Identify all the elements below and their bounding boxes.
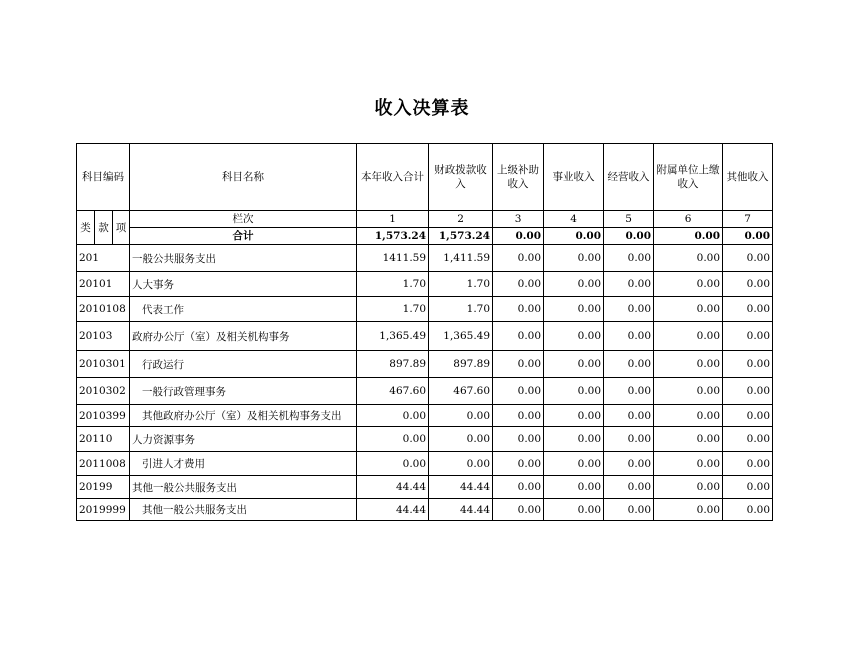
total-value: 0.00 [723,228,773,245]
row-value: 0.00 [493,452,544,476]
total-label: 合计 [130,228,357,245]
row-code: 20110 [77,427,130,452]
table-row [77,245,773,272]
row-value: 0.00 [654,351,723,378]
total-value: 0.00 [604,228,654,245]
column-number-row [77,211,773,228]
sub-header-lanci: 栏次 [130,211,357,228]
row-value: 0.00 [429,452,493,476]
row-value: 0.00 [544,322,604,351]
header-col-3: 上级补助收入 [493,144,544,211]
row-value: 1,411.59 [429,245,493,272]
row-code: 2011008 [77,452,130,476]
row-value: 0.00 [723,476,773,499]
row-value: 0.00 [654,499,723,521]
row-value: 0.00 [493,499,544,521]
row-value: 0.00 [723,405,773,427]
row-name: 其他一般公共服务支出 [130,499,357,521]
table-row [77,378,773,405]
row-value: 0.00 [723,351,773,378]
row-value: 0.00 [654,378,723,405]
row-value: 0.00 [723,272,773,297]
total-value: 1,573.24 [357,228,429,245]
header-col-6: 附属单位上缴收入 [654,144,723,211]
row-value: 0.00 [654,297,723,322]
row-value: 0.00 [357,427,429,452]
row-value: 0.00 [723,499,773,521]
row-name: 其他一般公共服务支出 [130,476,357,499]
row-name: 引进人才费用 [130,452,357,476]
table-row [77,297,773,322]
row-value: 0.00 [544,245,604,272]
row-value: 0.00 [544,476,604,499]
row-value: 0.00 [723,452,773,476]
table-row [77,351,773,378]
row-value: 0.00 [723,322,773,351]
row-value: 0.00 [357,452,429,476]
row-name: 一般公共服务支出 [130,245,357,272]
row-value: 897.89 [429,351,493,378]
row-value: 1.70 [357,297,429,322]
col-number: 2 [429,211,493,228]
row-value: 0.00 [357,405,429,427]
header-col-4: 事业收入 [544,144,604,211]
row-value: 1.70 [429,297,493,322]
row-value: 0.00 [604,405,654,427]
row-value: 44.44 [429,499,493,521]
row-code: 2010108 [77,297,130,322]
row-value: 0.00 [544,272,604,297]
row-value: 0.00 [654,272,723,297]
row-value: 1,365.49 [429,322,493,351]
header-col-1: 本年收入合计 [357,144,429,211]
row-value: 44.44 [357,499,429,521]
table-row [77,476,773,499]
total-value: 0.00 [654,228,723,245]
row-value: 44.44 [357,476,429,499]
row-value: 0.00 [604,272,654,297]
page-title: 收入决算表 [374,98,470,119]
row-value: 1,365.49 [357,322,429,351]
row-value: 44.44 [429,476,493,499]
col-number: 3 [493,211,544,228]
row-value: 0.00 [604,297,654,322]
row-value: 467.60 [429,378,493,405]
row-value: 0.00 [493,297,544,322]
header-col-2: 财政拨款收入 [429,144,493,211]
row-code: 20103 [77,322,130,351]
header-col-7: 其他收入 [723,144,773,211]
row-value: 0.00 [544,351,604,378]
row-value: 0.00 [493,427,544,452]
header-name: 科目名称 [130,144,357,211]
row-value: 0.00 [544,499,604,521]
row-value: 0.00 [604,452,654,476]
header-col-5: 经营收入 [604,144,654,211]
row-code: 2010302 [77,378,130,405]
row-value: 0.00 [544,378,604,405]
row-name: 行政运行 [130,351,357,378]
row-value: 0.00 [544,297,604,322]
row-value: 0.00 [654,245,723,272]
col-number: 4 [544,211,604,228]
row-code: 2010301 [77,351,130,378]
total-value: 1,573.24 [429,228,493,245]
sub-header-kuan: 款 [95,211,113,245]
col-number: 5 [604,211,654,228]
row-value: 0.00 [493,378,544,405]
row-value: 1.70 [357,272,429,297]
sub-header-xiang: 项 [113,211,130,245]
col-number: 7 [723,211,773,228]
row-value: 0.00 [654,405,723,427]
row-value: 0.00 [654,427,723,452]
income-table [76,143,773,521]
row-name: 一般行政管理事务 [130,378,357,405]
row-value: 0.00 [544,427,604,452]
row-value: 0.00 [429,405,493,427]
row-value: 467.60 [357,378,429,405]
row-code: 201 [77,245,130,272]
row-name: 人力资源事务 [130,427,357,452]
table-row [77,322,773,351]
row-value: 0.00 [604,378,654,405]
total-value: 0.00 [493,228,544,245]
row-value: 0.00 [429,427,493,452]
col-number: 1 [357,211,429,228]
row-value: 0.00 [604,427,654,452]
header-row [77,144,773,211]
row-value: 0.00 [544,405,604,427]
row-name: 代表工作 [130,297,357,322]
table-row [77,272,773,297]
row-value: 0.00 [723,427,773,452]
sub-header-lei: 类 [77,211,95,245]
row-value: 0.00 [493,272,544,297]
row-value: 0.00 [654,476,723,499]
row-value: 0.00 [544,452,604,476]
row-code: 2019999 [77,499,130,521]
table-row [77,427,773,452]
row-value: 0.00 [493,476,544,499]
row-value: 0.00 [493,351,544,378]
row-value: 0.00 [493,405,544,427]
row-value: 0.00 [604,322,654,351]
col-number: 6 [654,211,723,228]
total-row [77,228,773,245]
row-code: 2010399 [77,405,130,427]
row-name: 人大事务 [130,272,357,297]
row-value: 0.00 [604,245,654,272]
row-value: 1.70 [429,272,493,297]
row-value: 0.00 [493,322,544,351]
total-value: 0.00 [544,228,604,245]
row-value: 1411.59 [357,245,429,272]
row-value: 0.00 [654,322,723,351]
row-value: 897.89 [357,351,429,378]
row-code: 20199 [77,476,130,499]
row-name: 政府办公厅（室）及相关机构事务 [130,322,357,351]
row-value: 0.00 [723,378,773,405]
row-value: 0.00 [604,499,654,521]
row-name: 其他政府办公厅（室）及相关机构事务支出 [130,405,357,427]
row-value: 0.00 [654,452,723,476]
table-row [77,499,773,521]
row-code: 20101 [77,272,130,297]
table-row [77,405,773,427]
row-value: 0.00 [604,351,654,378]
row-value: 0.00 [604,476,654,499]
row-value: 0.00 [723,245,773,272]
row-value: 0.00 [493,245,544,272]
row-value: 0.00 [723,297,773,322]
header-code: 科目编码 [77,144,130,211]
table-row [77,452,773,476]
